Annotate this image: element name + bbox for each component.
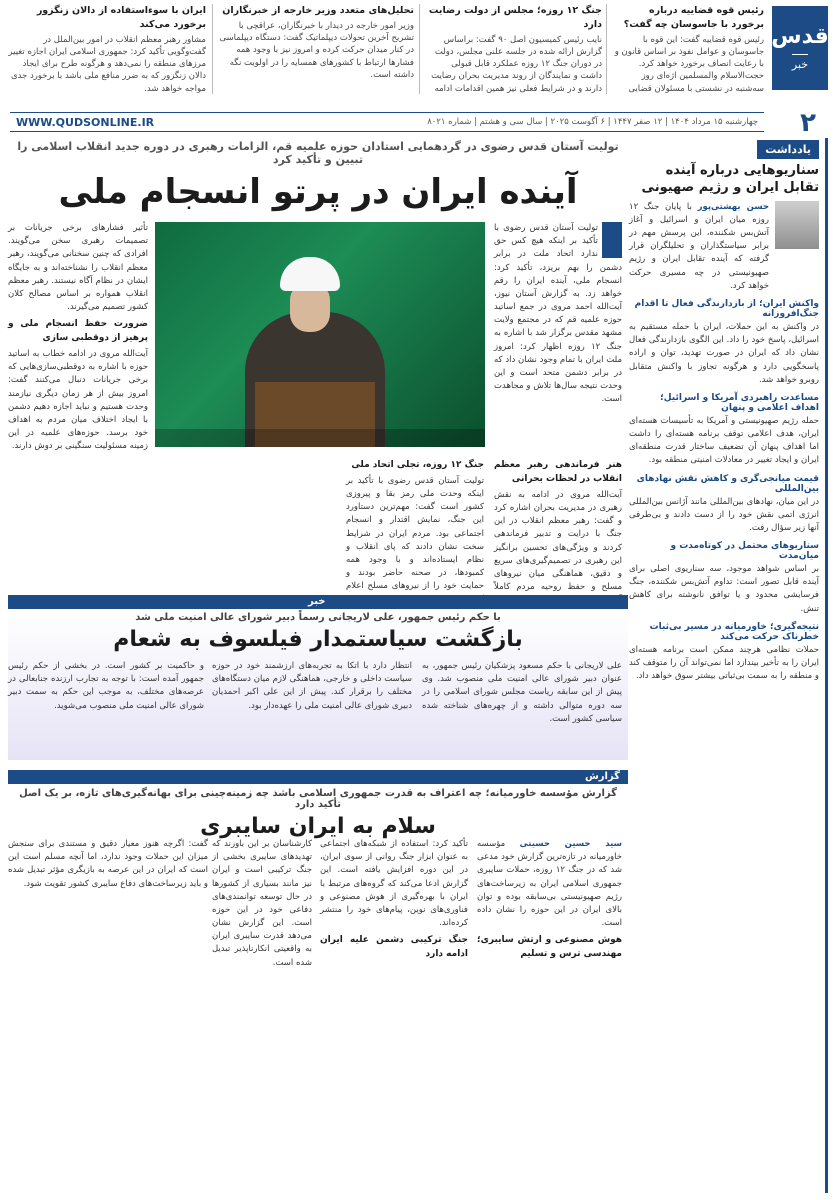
article-subheading: ضرورت حفظ انسجام ملی و پرهیز از دوقطبی سازی (8, 319, 148, 344)
article-kicker: تولیت آستان قدس رضوی در گردهمایی استادان حوزه علمیه قم، الزامات رهبری در دوره جدید انقلاب اسلامی را تبیین و تأکید کرد (17, 140, 619, 166)
opinion-text: حملات نظامی هرچند ممکن است برنامه هسته‌ای ایران را به تأخیر بیندازد اما نمی‌تواند آن را متوقف کند و منطقه را به سمت بی‌ثباتی بیشتر سوق خواهد داد. (629, 644, 819, 682)
report-subheading: جنگ ترکیبی دشمن علیه ایران ادامه دارد (320, 935, 468, 960)
news-text: و حاکمیت بر کشور است. در بخشی از حکم رئیس جمهور آمده است: با توجه به تجارب ارزنده جنابعالی در عرصه‌های مختلف، به موجب این حکم به سمت دبیر شورای عالی امنیت ملی منصوب می‌شوید. (8, 661, 204, 711)
news-col-2 (212, 660, 412, 713)
author-row (629, 201, 819, 293)
author-photo (775, 201, 819, 249)
top-news-2 (427, 4, 602, 94)
opinion-subheading: مساعدت راهبردی آمریکا و اسرائیل؛ اهداف اعلامی و پنهان (660, 392, 819, 413)
top-news-title: ایران با سوءاستفاده از دالان زنگزور برخورد می‌کند (36, 5, 206, 30)
page-number: ۲ (800, 108, 816, 138)
news-text: علی لاریجانی با حکم مسعود پزشکیان رئیس جمهور، به عنوان دبیر شورای عالی امنیت ملی منصوب شد. وی پیش از این سابقه ریاست مجلس شورای اسلامی را در سه دوره متوالی داشته و از چهره‌های شناخته شده سیاسی کشور است. (422, 661, 622, 724)
top-news-body: رئیس قوه قضاییه گفت: این قوه با جاسوسان و عوامل نفوذ بر اساس قانون و با رعایت انصاف برخورد خواهد کرد. حجت‌الاسلام والمسلمین اژه‌ای روز سه‌شنبه در نشستی با مسئولان قضایی (614, 34, 764, 94)
drop-cap (602, 222, 622, 258)
website-link[interactable]: WWW.QUDSONLINE.IR (16, 115, 155, 129)
news-headline: بازگشت سیاستمدار فیلسوف به شعام (113, 627, 523, 652)
top-news-title: رئیس قوه قضاییه درباره برخورد با جاسوسان چه گفت؟ (623, 5, 764, 30)
news-col-3 (8, 660, 204, 713)
report-author: سید حسین حسینی (519, 839, 622, 849)
article-text: تولیت آستان قدس رضوی با تأکید بر اینکه وحدت ملی رمز بقا و پیروزی کشور است گفت: مهم‌ترین دستاورد این جنگ، نمایش اقتدار و انسجام اجتماعی بود. مردم ایران در شرایط سخت نشان دادند که پای انقلاب و نظام ایستاده‌اند و با وجود همه کمبودها، در صحنه حاضر بودند و حمایت خود را از نیروهای مسلح اعلام (346, 475, 484, 592)
report-kicker: گزارش مؤسسه خاورمیانه؛ چه اعتراف به قدرت جمهوری اسلامی باشد چه زمینه‌چینی برای بهانه‌گیری‌های تازه، بر یک اصل تأکید دارد (19, 788, 617, 810)
top-news-4 (8, 4, 206, 94)
news-section-header (8, 612, 628, 656)
report-section-label: گزارش (584, 771, 620, 782)
logo-section: خبر (792, 54, 808, 71)
article-photo (155, 222, 485, 447)
newspaper-logo (772, 6, 828, 90)
news-text: انتظار دارد با اتکا به تجربه‌های ارزشمند خود در حوزه سیاست داخلی و خارجی، هماهنگی لازم میان دستگاه‌های مختلف را برقرار کند. پیش از این علی اکبر احمدیان دبیری شورای عالی امنیت ملی را عهده‌دار بود. (212, 661, 412, 711)
top-news-body: وزیر امور خارجه در دیدار با خبرنگاران، عراقچی با تشریح آخرین تحولات دیپلماتیک گفت: دستگاه دیپلماسی در کنار میدان حرکت کرده و امروز نیز با وجود همه فشارها ارتباط با کشورهای همسایه را در اولویت نگه داشته است. (219, 20, 414, 81)
report-section-header (8, 788, 628, 843)
main-article (8, 138, 628, 220)
report-text: کارشناسان بر این باورند که تهدیدهای سایبری بخشی از جنگ ترکیبی است و ایران نیز مانند بسیاری از کشورها در حال توسعه توانمندی‌های دفاعی خود در این حوزه است. این گزارش نشان می‌دهد قدرت سایبری ایران به واقعیتی انکارناپذیر تبدیل شده است. (212, 839, 312, 968)
opinion-tag: یادداشت (757, 140, 819, 159)
top-news-3 (219, 4, 414, 94)
opinion-text: در این میان، نهادهای بین‌المللی مانند آژانس بین‌المللی انرژی اتمی نقش خود را از دست دادند و بی‌طرفی آنها زیر سؤال رفت. (629, 496, 819, 533)
top-news-1 (614, 4, 764, 94)
top-news-title: تحلیل‌های متعدد وزیر خارجه از خبرنگاران (222, 5, 414, 16)
news-kicker: با حکم رئیس جمهور، علی لاریجانی رسماً دبیر شورای عالی امنیت ملی شد (135, 612, 501, 623)
issue-info-bar (10, 112, 764, 132)
news-col-1 (422, 660, 622, 726)
article-col-1 (494, 222, 622, 406)
article-col-4 (8, 222, 148, 453)
opinion-text: بر اساس شواهد موجود، سه سناریوی اصلی برای آینده قابل تصور است: تداوم آتش‌بس شکننده، جنگ فرسایشی محدود و یا توافق نانوشته برای کاهش تنش. (629, 564, 819, 614)
top-news-title: جنگ ۱۲ روزه؛ مجلس از دولت رضایت دارد (428, 5, 602, 30)
logo-mark: قدس (771, 23, 829, 49)
report-subheading: هوش مصنوعی و ارتش سایبری؛ مهندسی ترس و تسلیم (477, 935, 622, 960)
report-col-3 (212, 838, 312, 970)
report-text: گفت: اگرچه هنوز معیار دقیق و مستندی برای سنجش میزان این حملات وجود ندارد، اما آنچه مسلم است این است که ایران در این عرصه به بازیگری مؤثر تبدیل شده و باید زیرساخت‌های دفاع سایبری کشور تقویت شود. (8, 839, 208, 889)
issue-date-line: چهارشنبه ۱۵ مرداد ۱۴۰۴ | ۱۲ صفر ۱۴۴۷ | ۶ آگوست ۲۰۲۵ | سال سی و هشتم | شماره ۸۰۲۱ (427, 117, 758, 127)
opinion-subheading: واکنش ایران؛ از بازدارندگی فعال تا اقدام جنگ‌افروزانه (634, 298, 819, 319)
opinion-subheading: نتیجه‌گیری؛ خاورمیانه در مسیر بی‌ثبات خطرناک حرکت می‌کند (649, 621, 819, 642)
article-col-2 (346, 455, 484, 607)
news-section-label: خبر (308, 596, 326, 607)
report-section-bar (8, 770, 628, 784)
article-headline: آینده ایران در پرتو انسجام ملی (58, 172, 578, 212)
opinion-intro: با پایان جنگ ۱۲ روزه میان ایران و اسرائیل و آغاز آتش‌بس شکننده، این پرسش مهم در برابر سیاستگذاران و تحلیلگران قرار گرفته که آینده تقابل ایران و رژیم صهیونیستی در چه مسیری حرکت خواهد کرد. (629, 201, 769, 291)
report-text: تأکید کرد: استفاده از شبکه‌های اجتماعی به عنوان ابزار جنگ روانی از سوی ایران، در این دوره افزایش یافته است. این گزارش ادعا می‌کند که گروه‌های مرتبط با ایران با بهره‌گیری از هوش مصنوعی و فناوری‌های نوین، پیام‌های خود را منتشر کرده‌اند. (320, 839, 468, 929)
article-subheading: هنر فرماندهی رهبر معظم انقلاب در لحظات بحرانی (494, 460, 622, 484)
article-subheading: جنگ ۱۲ روزه، تجلی اتحاد ملی (351, 460, 484, 470)
report-text: مؤسسه خاورمیانه در تازه‌ترین گزارش خود مدعی شد که در جنگ ۱۲ روزه، حملات سایبری جمهوری اسلامی ایران به زیرساخت‌های رژیم صهیونیستی بی‌سابقه بوده و توان بالای ایران در این حوزه را نشان داده است. (477, 839, 622, 929)
opinion-sidebar (629, 138, 828, 1193)
article-text: آیت‌الله مروی در ادامه خطاب به اساتید حوزه با اشاره به دوقطبی‌سازی‌هایی که برخی جریانات دنبال می‌کنند گفت: امروز بیش از هر زمان دیگری نیازمند وحدت هستیم و نباید اجازه دهیم دشمن با ایجاد اختلاف میان مردم به اهداف خود برسد. حوزه‌های علمیه در این زمینه مسئولیت سنگینی بر دوش دارند. (8, 349, 148, 452)
opinion-text: حمله رژیم صهیونیستی و آمریکا به تأسیسات هسته‌ای ایران، هدف اعلامی توقف برنامه هسته‌ای را داشت اما اهداف پنهان آن تضعیف ساختار قدرت منطقه‌ای ایران و ایجاد تغییر در معادلات امنیتی منطقه بود. (629, 415, 819, 466)
report-col-2 (320, 838, 468, 964)
report-col-4 (8, 838, 208, 891)
report-headline: سلام به ایران سایبری (200, 814, 436, 839)
top-news-body: مشاور رهبر معظم انقلاب در امور بین‌الملل در گفت‌وگویی تأکید کرد: جمهوری اسلامی ایران اجازه تغییر مرزهای منطقه را نمی‌دهد و هرگونه طرح برای ایجاد دالان زنگزور که به ضرر منافع ملی باشد با برخورد جدی مواجه خواهد شد. (8, 34, 206, 94)
opinion-text: در واکنش به این حملات، ایران با حمله مستقیم به اسرائیل، پاسخ خود را داد. این الگوی بازدارندگی فعال نشان داد که ایران در صورت تهدید، توان و اراده پاسخگویی دارد و هرگونه تجاوز با واکنش متقابل روبرو خواهد شد. (629, 321, 819, 385)
article-text: تولیت آستان قدس رضوی با تأکید بر اینکه هیچ کس حق ندارد اتحاد ملت در برابر دشمن را بهم بریزد، تأکید کرد: انسجام ملی، آینده ایران را رقم خواهد زد. به گزارش آستان نیوز، آیت‌الله احمد مروی در جمع اساتید حوزه علمیه قم که در مجتمع ولایت مشهد مقدس برگزار شد با اشاره به جنگ ۱۲ روزه اظهار کرد: امروز ملت ایران با تمام وجود نشان داد که در برابر دشمن متحد است و این وحدت نتیجه سال‌ها تلاش و مجاهدت است. (494, 223, 622, 405)
news-section-bar (8, 595, 628, 609)
top-news-body: نایب رئیس کمیسیون اصل ۹۰ گفت: براساس گزارش ارائه شده در جلسه علنی مجلس، دولت در دوران جنگ ۱۲ روزه عملکرد قابل قبولی داشت و نمایندگان از روند مدیریت بحران رضایت دارند و در شرایط فعلی نیز همین اقدامات ادامه (431, 34, 602, 94)
article-text: تأثیر فشارهای برخی جریانات بر تصمیمات رهبری سخن می‌گویند. افرادی که چنین سخنانی می‌گویند، رهبر معظم انقلاب را نشناخته‌اند و به جایگاه ایشان در نظام آگاه نیستند. رهبر معظم انقلاب همواره بر اساس مصالح کلان کشور تصمیم می‌گیرند. (8, 223, 148, 313)
report-col-1 (477, 838, 622, 964)
article-text: آیت‌الله مروی در ادامه به نقش رهبری در مدیریت بحران اشاره کرد و گفت: رهبر معظم انقلاب در این جنگ با درایت و تدبیر فرماندهی کردند و ویژگی‌های تحسین برانگیز این رهبری در تصمیم‌گیری‌های سریع و دقیق، هماهنگی میان نیروهای مسلح و حفظ روحیه مردم کاملاً (494, 489, 622, 593)
author-name: حسن بهشتی‌پور (697, 201, 769, 212)
opinion-subheading: سناریوهای محتمل در کوتاه‌مدت و میان‌مدت (670, 541, 819, 562)
opinion-title: سناریوهایی درباره آینده تقابل ایران و رژیم صهیونی (641, 163, 819, 195)
opinion-subheading: قیمت میانجی‌گری و کاهش نقش نهادهای بین‌المللی (636, 473, 819, 494)
